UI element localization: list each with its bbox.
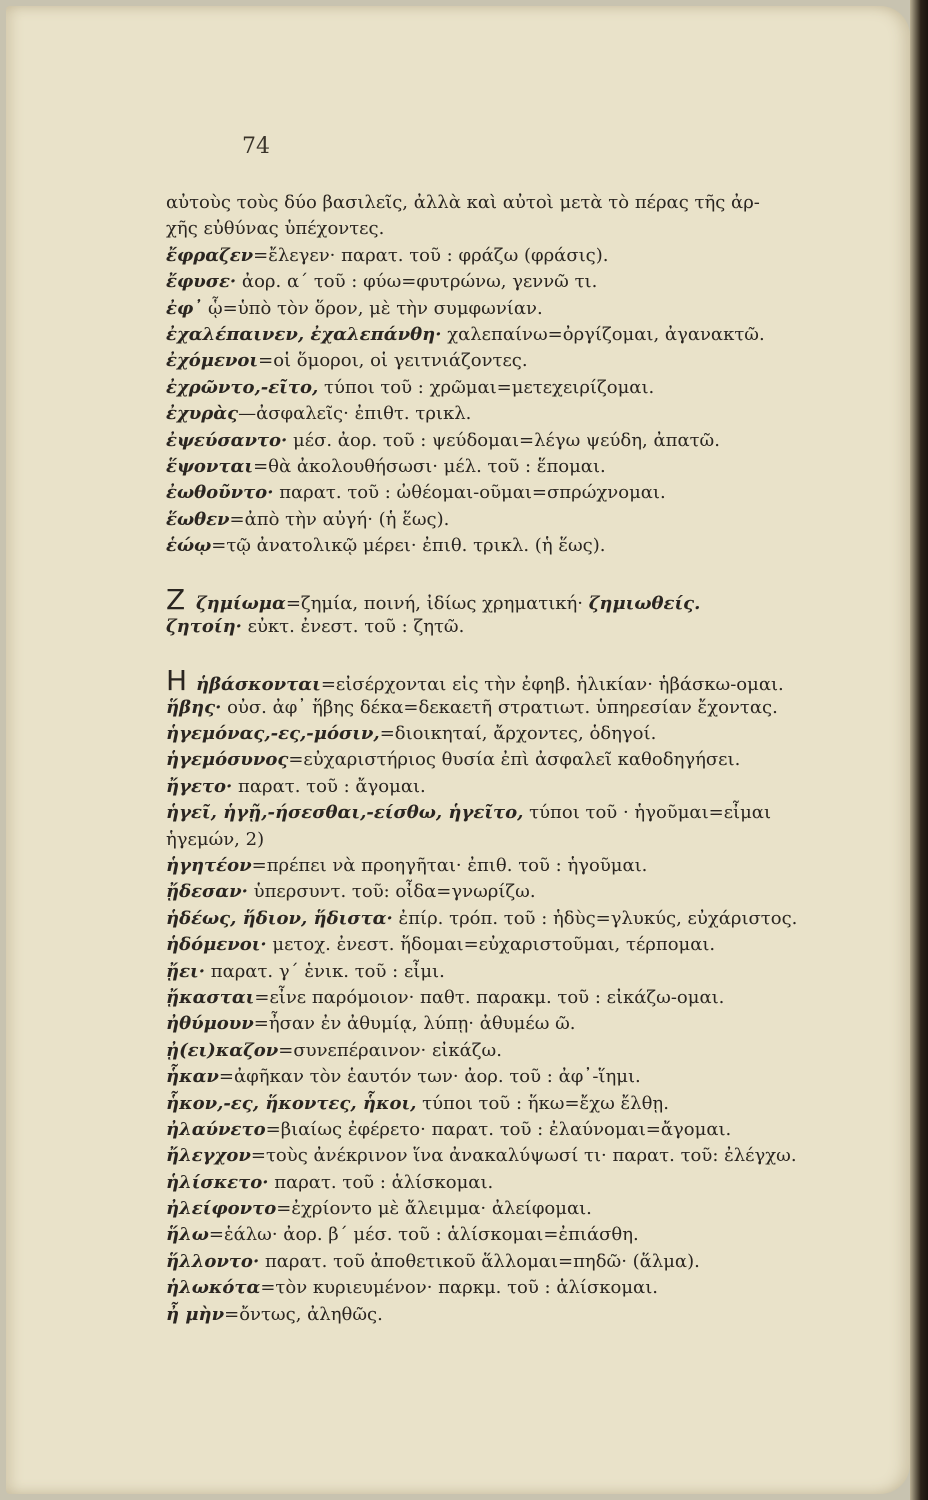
definition: μέσ. ἀορ. τοῦ : ψεύδομαι=λέγω ψεύδη, ἀπατῶ.: [287, 429, 720, 451]
definition: ἐπίρ. τρόπ. τοῦ : ἡδὺς=γλυκύς, εὐχάριστος.: [392, 907, 798, 929]
definition: χαλεπαίνω=ὀργίζομαι, ἀγανακτῶ.: [441, 323, 765, 345]
definition: αὐτοὺς τοὺς δύο βασιλεῖς, ἀλλὰ καὶ αὐτοὶ μετὰ τὸ πέρας τῆς ἀρ-: [166, 192, 760, 213]
entry-line: [166, 1196, 916, 1222]
definition: τύποι τοῦ : χρῶμαι=μετεχειρίζομαι.: [318, 376, 655, 398]
definition: μετοχ. ἐνεστ. ἥδομαι=εὐχαριστοῦμαι, τέρπομαι.: [266, 934, 716, 956]
headword: ᾔδεσαν·: [166, 881, 248, 903]
headword: ἦ μὴν: [166, 1303, 225, 1325]
entry-line: [166, 216, 916, 242]
definition: ἀορ. α΄ τοῦ : φύω=φυτρώνω, γεννῶ τι.: [236, 271, 598, 293]
entry-line: [166, 906, 916, 932]
headword: ἥλλοντο·: [166, 1250, 260, 1272]
headword: ἐχόμενοι: [166, 350, 259, 372]
entry-line: [166, 1302, 916, 1328]
entry-line: [166, 1117, 916, 1143]
headword: ἔφυσε·: [166, 271, 237, 293]
headword: ἐψεύσαντο·: [166, 429, 288, 451]
definition: ὑπερσυντ. τοῦ: οἶδα=γνωρίζω.: [247, 881, 536, 903]
headword: ἠλείφοντο: [166, 1198, 277, 1220]
headword: ἡδόμενοι·: [166, 934, 267, 956]
definition: =τῷ ἀνατολικῷ μέρει· ἐπιθ. τρικλ. (ἡ ἕως).: [211, 535, 606, 557]
entry-line: [166, 664, 916, 698]
definition: =εἰσέρχονται εἰς τὴν ἐφηβ. ἡλικίαν· ἡβάσκω-ομαι.: [320, 674, 784, 696]
headword: ἐχυρὰς: [166, 403, 239, 425]
definition: =τοὺς ἀνέκρινον ἵνα ἀνακαλύψωσί τι· παρατ. τοῦ: ἐλέγχω.: [250, 1145, 797, 1167]
definition: =συνεπέραινον· εἰκάζω.: [278, 1039, 502, 1061]
entry-line: [166, 507, 916, 533]
entry-line: [166, 375, 916, 401]
entry-line: [166, 1011, 916, 1037]
headword: ζητοίη·: [166, 615, 242, 637]
definition: ἡγεμών, 2): [166, 828, 265, 850]
headword: ἡλωκότα: [166, 1277, 261, 1299]
definition: =διοικηταί, ἄρχοντες, ὁδηγοί.: [379, 723, 657, 745]
definition: παρατ. τοῦ : ἁλίσκομαι.: [268, 1171, 494, 1193]
definition: =οἱ ὅμοροι, οἱ γειτνιάζοντες.: [258, 350, 528, 372]
definition: παρατ. γ΄ ἑνικ. τοῦ : εἶμι.: [205, 960, 445, 982]
entry-line: [166, 1249, 916, 1275]
entry-line: [166, 721, 916, 747]
headword: ἠλαύνετο: [166, 1118, 266, 1140]
headword: ἐχαλέπαινεν, ἐχαλεπάνθη·: [166, 323, 442, 345]
entry-line: [166, 190, 916, 216]
headword: ἑώῳ: [166, 535, 212, 557]
book-spine: [910, 0, 928, 1500]
entry-line: [166, 800, 916, 826]
headword: ζημίωμα: [196, 593, 286, 615]
entry-line: [166, 1038, 916, 1064]
entry-line: [166, 1091, 916, 1117]
definition: =ἑάλω· ἀορ. β΄ μέσ. τοῦ : ἁλίσκομαι=ἐπιάσθη.: [208, 1224, 639, 1246]
headword: ἕωθεν: [166, 508, 230, 530]
definition: =τὸν κυριευμένον· παρκμ. τοῦ : ἁλίσκομαι.: [260, 1277, 658, 1299]
definition: =ἔλεγεν· παρατ. τοῦ : φράζω (φράσις).: [253, 244, 609, 266]
definition: παρατ. τοῦ ἀποθετικοῦ ἅλλομαι=πηδῶ· (ἅλμα).: [259, 1250, 700, 1272]
definition: παρατ. τοῦ : ὠθέομαι-οῦμαι=σπρώχνομαι.: [273, 482, 666, 504]
entry-line: [166, 879, 916, 905]
definition: =ἐχρίοντο μὲ ἄλειμμα· ἀλείφομαι.: [276, 1198, 592, 1220]
headword: ἤλεγχον: [166, 1145, 251, 1167]
entry-line: [166, 1222, 916, 1248]
headword: ἠθύμουν: [166, 1013, 254, 1035]
headword: ἡδέως, ἥδιον, ἥδιστα·: [166, 907, 393, 929]
definition: οὐσ. ἀφ᾽ ἥβης δέκα=δεκαετῆ στρατιωτ. ὑπηρεσίαν ἔχοντας.: [221, 696, 778, 718]
definition: =βιαίως ἐφέρετο· παρατ. τοῦ : ἐλαύνομαι=ἄγομαι.: [265, 1118, 732, 1140]
definition: τύποι τοῦ : ἥκω=ἔχω ἔλθῃ.: [416, 1092, 669, 1114]
definition: ᾧ=ὑπὸ τὸν ὅρον, μὲ τὴν συμφωνίαν.: [202, 297, 543, 319]
definition: εὐκτ. ἐνεστ. τοῦ : ζητῶ.: [241, 615, 465, 637]
headword: ἡγεμόσυνος: [166, 749, 289, 771]
entry-line: [166, 1143, 916, 1169]
headword: ἡγητέον: [166, 854, 252, 876]
headword: ᾔκασται: [166, 986, 255, 1008]
headword-secondary: ζημιωθείς.: [588, 593, 701, 615]
headword: ἧκαν: [166, 1066, 219, 1088]
entry-line: [166, 348, 916, 374]
entry-line: [166, 774, 916, 800]
definition: παρατ. τοῦ : ἄγομαι.: [232, 775, 426, 797]
entry-line: [166, 243, 916, 269]
headword: ἡγεμόνας,-ες,-μόσιν,: [166, 723, 380, 745]
entry-line: [166, 747, 916, 773]
definition: =εὐχαριστήριος θυσία ἐπὶ ἀσφαλεῖ καθοδηγήσει.: [288, 749, 741, 771]
headword: ἡλίσκετο·: [166, 1171, 269, 1193]
definition: =ἀπὸ τὴν αὐγή· (ἡ ἕως).: [229, 508, 450, 530]
entry-line: [166, 1170, 916, 1196]
entry-line: [166, 454, 916, 480]
entry-line: [166, 959, 916, 985]
definition: =θὰ ἀκολουθήσωσι· μέλ. τοῦ : ἕπομαι.: [253, 455, 606, 477]
definition: =ἦσαν ἐν ἀθυμίᾳ, λύπῃ· ἀθυμέω ῶ.: [253, 1013, 576, 1035]
headword: ἐχρῶντο,-εῖτο,: [166, 376, 319, 398]
definition: χῆς εὐθύνας ὑπέχοντες.: [166, 218, 385, 240]
entry-line: [166, 827, 916, 853]
definition: τύποι τοῦ · ἡγοῦμαι=εἶμαι: [523, 802, 772, 824]
entry-line: [166, 322, 916, 348]
entry-line: [166, 480, 916, 506]
headword: ἡβάσκονται: [196, 674, 321, 696]
page-number: 74: [242, 134, 270, 159]
entry-line: [166, 853, 916, 879]
headword: ἥβης·: [166, 696, 222, 718]
entry-line: [166, 296, 916, 322]
headword: ἕψονται: [166, 455, 254, 477]
headword: ἥλω: [166, 1224, 209, 1246]
section-gap: [166, 559, 916, 587]
entry-line: [166, 401, 916, 427]
entry-line: [166, 695, 916, 721]
entry-line: [166, 1064, 916, 1090]
entry-line: [166, 614, 916, 640]
book-page: [6, 6, 910, 1494]
definition: =ἀφῆκαν τὸν ἑαυτόν των· ἀορ. τοῦ : ἀφ᾽-ἵημι.: [218, 1066, 641, 1088]
definition: =πρέπει νὰ προηγῆται· ἐπιθ. τοῦ : ἡγοῦμαι.: [251, 854, 648, 876]
definition: —ἀσφαλεῖς· ἐπιθτ. τρικλ.: [238, 403, 472, 425]
definition: =εἶνε παρόμοιον· παθτ. παρακμ. τοῦ : εἰκάζω-ομαι.: [254, 986, 725, 1008]
entry-line: [166, 1275, 916, 1301]
headword: ᾐ(ει)καζον: [166, 1039, 279, 1061]
entry-line: [166, 985, 916, 1011]
headword: ἐφ᾽: [166, 297, 203, 319]
section-gap: [166, 640, 916, 668]
section-letter: Z: [166, 583, 186, 617]
definition: =ὄντως, ἀληθῶς.: [224, 1303, 383, 1325]
headword: ἐωθοῦντο·: [166, 482, 274, 504]
headword: ἧκον,-ες, ἥκοντες, ἧκοι,: [166, 1092, 417, 1114]
section-letter: H: [166, 664, 188, 698]
entry-line: [166, 932, 916, 958]
glossary-text: [166, 190, 916, 1328]
headword: ἤγετο·: [166, 775, 233, 797]
entry-line: [166, 269, 916, 295]
entry-line: [166, 533, 916, 559]
headword: ᾔει·: [166, 960, 206, 982]
headword: ἔφραζεν: [166, 244, 254, 266]
entry-line: [166, 583, 916, 617]
headword: ἡγεῖ, ἡγῇ,-ήσεσθαι,-είσθω, ἡγεῖτο,: [166, 802, 524, 824]
definition: =ζημία, ποινή, ἰδίως χρηματική·: [285, 593, 589, 615]
entry-line: [166, 428, 916, 454]
